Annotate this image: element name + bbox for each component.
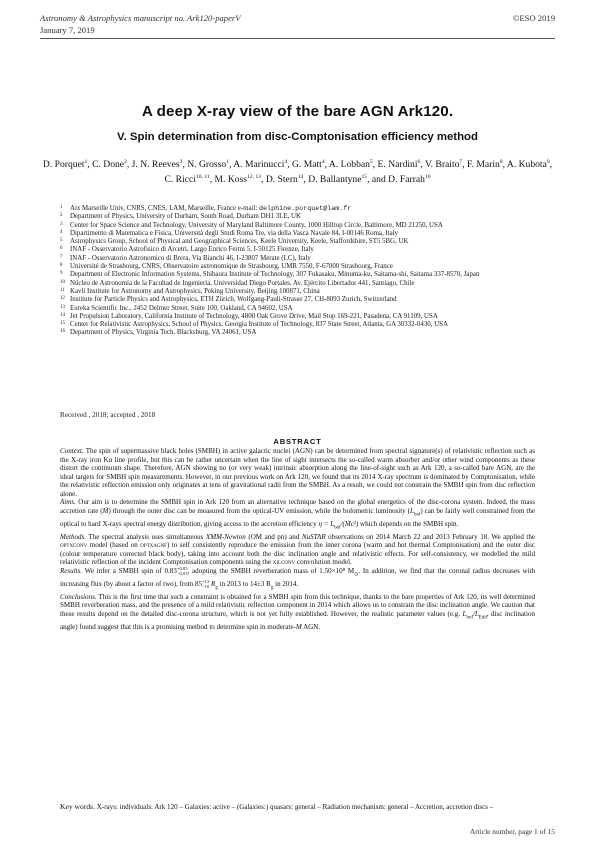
conclusions-lbol: L: [462, 609, 467, 618]
author-affil-ref: 8: [499, 159, 503, 165]
author-name: N. Grosso: [187, 159, 227, 170]
results-rg: R: [209, 579, 216, 588]
author-name: M. Koss: [214, 174, 248, 185]
affiliation-text: Dipartimento di Matematica e Fisica, Università degli Studi Roma Tre, via della Vasca Navale 84, I-00146 Roma, Italy: [70, 229, 399, 237]
author-affil-ref: 6: [417, 159, 421, 165]
author: [467, 159, 503, 170]
author-list: D. Porquet$^1$, C. Done$^2$, J. N. Reeves$^3$, N. Grosso$^1$, A. Marinucci$^4$, G. Matt$^4$, A. Lobban$^5$, E. Nardini$^6$, V. Braito$^7$, F. Marin$^8$, A. Kubota$^9$, C. Ricci$^{10, 11}$, M. Koss$^{12, 13}$, D. Stern$^{14}$, D. Ballantyne$^{15}$, and D. Farrah$^{16}$: [42, 159, 553, 185]
author: [233, 159, 287, 170]
author-name: V. Braito: [424, 159, 460, 170]
aims-text-d: which depends on the SMBH spin.: [358, 519, 459, 528]
abstract-body: [60, 447, 535, 631]
manuscript-date: January 7, 2019: [40, 25, 95, 35]
affiliation-number: 10: [60, 279, 65, 285]
paper-title: A deep X-ray view of the bare AGN Ark120.: [141, 103, 454, 120]
affiliation-number: 11: [60, 287, 65, 293]
affiliation: [60, 255, 555, 263]
conclusions-m: M: [295, 622, 302, 631]
author-affil-ref: 4: [321, 159, 325, 165]
abstract-context: [60, 447, 535, 498]
conclusions-lbol-sub: bol: [466, 615, 473, 621]
results-rg2-sub: g: [270, 585, 274, 591]
affiliation-list: [60, 205, 555, 338]
affiliation: [60, 205, 555, 213]
affiliation: [60, 305, 555, 313]
affiliation: [60, 238, 555, 246]
author-name: D. Porquet: [42, 159, 85, 170]
affiliation: [60, 280, 555, 288]
conclusions-text-c: AGN.: [301, 622, 321, 631]
aims-mdot: Ṁ: [102, 506, 109, 515]
author-name: G. Matt: [291, 159, 322, 170]
header-rule: [40, 38, 555, 39]
author-affil-ref: 14: [297, 174, 304, 180]
author-affil-ref: 15: [361, 174, 368, 180]
affiliation-text: Astrophysics Group, School of Physical and Geographical Sciences, Keele University, Keele, Staffordshire, ST5 5BG, UK: [70, 238, 409, 246]
running-header: [40, 12, 555, 36]
affiliation-text: Jet Propulsion Laboratory, California Institute of Technology, 4800 Oak Grove Drive, Mail Stop 169-221, Pasadena, CA 91109, USA: [70, 312, 438, 320]
methods-nustar: NuSTAR: [301, 532, 326, 541]
author-name: C. Done: [92, 159, 125, 170]
methods-text-a: The spectral analysis uses simultaneous: [86, 532, 206, 541]
affiliation-number: 5: [60, 238, 63, 244]
spin-err-up: +0.05: [176, 566, 188, 572]
aims-label: Aims.: [60, 498, 76, 507]
author-affil-ref: 3: [179, 159, 183, 165]
author: [215, 174, 262, 185]
journal-line: Astronomy & Astrophysics manuscript no. Ark120-paperV: [40, 13, 241, 23]
affiliation-text: Center for Relativistic Astrophysics, School of Physics, Georgia Institute of Technology, 837 State Street, Atlanta, GA 30332-0430, USA: [70, 321, 448, 329]
methods-text-c: observations on 2014 March 22 and 2013 February 18. We applied the: [325, 532, 535, 541]
affiliation-text: Institute for Particle Physics and Astrophysics, ETH Zürich, Wolfgang-Pauli-Strasse 27, CH-8093 Zurich, Switzerland: [70, 296, 397, 304]
author-affil-ref: 10, 11: [195, 174, 210, 180]
email-link[interactable]: delphine.porquet@lam.fr: [259, 205, 352, 213]
keywords: [60, 803, 535, 812]
solar-symbol: ⊙: [354, 572, 359, 578]
affiliation-number: 2: [60, 213, 63, 219]
affiliation: [60, 246, 555, 254]
author: [132, 159, 183, 170]
aims-text-a: Our aim is to determine the SMBH spin in Ark 120 from an alternative technique based on the global energetics of the disc-corona system. Indeed, the mass accretion rate (: [60, 498, 535, 515]
author: [388, 174, 430, 185]
author-name: J. N. Reeves: [131, 159, 180, 170]
author: [92, 159, 127, 170]
methods-text-e: ) to self consistently reproduce the emission from the inner corona (warm and hot thermal Comptonisation) and the outer disc (colour temperature corrected black body), taking into account both the disc inclination angle and relativistic effects. For self-consistency, we modelled the mild relativistic reflection of the incident Comptonisation components using the: [60, 541, 535, 567]
abstract-conclusions: [60, 593, 535, 632]
affiliation-text: Center for Space Science and Technology, University of Maryland Baltimore County, 1000 Hilltop Circle, Baltimore, MD 21250, USA: [70, 221, 443, 229]
affiliation-number: 1: [60, 205, 63, 210]
author: [187, 159, 229, 170]
affiliation-number: 4: [60, 229, 63, 235]
affiliation-text: Department of Electronic Information Systems, Shibaura Institute of Technology, 307 Fukasaku, Minuma-ku, Saitama-shi, Saitama 337-8570, Japan: [70, 271, 480, 279]
affiliation-text: Université de Strasbourg, CNRS, Observatoire astronomique de Strasbourg, UMR 7550, F-67000 Strasbourg, France: [70, 263, 393, 271]
author-name: D. Farrah: [388, 174, 425, 185]
conclusions-text-a: This is the first time that such a constraint is obtained for a SMBH spin from this technique, thanks to the bare properties of Ark 120, its well determined SMBH reverberation mass, and the presence of a mild relativistic reflection component in 2014 which allows us to constrain the disc inclination angle. We caution that these results depend on the detailed disc-corona structure, which is not yet fully established. However, the realistic parameter values (e.g.: [60, 592, 535, 618]
affiliation-text: INAF - Osservatorio Astrofisico di Arcetri, Largo Enrico Fermi 5, I-50125 Firenze, Italy: [70, 246, 314, 254]
abstract-aims: [60, 498, 535, 532]
abstract-results: [60, 567, 535, 593]
affiliation-text: Department of Physics, University of Durham, South Road, Durham DH1 3LE, UK: [70, 213, 301, 221]
methods-text-f: convolution model.: [295, 558, 352, 567]
affiliation: [60, 271, 555, 279]
author-name: A. Kubota: [506, 159, 547, 170]
radius-err-up: +13: [202, 579, 210, 585]
author: [425, 159, 462, 170]
affiliation-number: 13: [60, 304, 65, 310]
affiliation-text: Núcleo de Astronomía de la Facultad de Ingeniería, Universidad Diego Portales, Av. Ejército Libertador 441, Santiago, Chile: [70, 279, 415, 287]
author-name: D. Stern: [265, 174, 298, 185]
affiliation-text: Kavli Institute for Astronomy and Astrophysics, Peking University, Beijing 100871, China: [70, 287, 320, 295]
paper-subtitle: V. Spin determination from disc-Comptonisation efficiency method: [117, 131, 478, 143]
affiliation-number: 12: [60, 296, 65, 302]
methods-xilconv: xilconv: [272, 558, 296, 567]
radius-err-down: −10: [202, 583, 210, 589]
methods-text-d: model (based on: [87, 541, 141, 550]
affiliation: [60, 321, 555, 329]
affiliation-number: 16: [60, 329, 65, 335]
affiliation: [60, 288, 555, 296]
author-name: C. Ricci: [164, 174, 196, 185]
author-affil-ref: 2: [124, 159, 127, 165]
affiliation-number: 6: [60, 246, 63, 252]
conclusions-ledd: /L: [472, 609, 479, 618]
author-name: D. Ballantyne: [308, 174, 362, 185]
results-text-a: We infer a SMBH spin of 0.83: [82, 566, 177, 575]
results-text-b: , adopting the SMBH reverberation mass of 1.50×10⁸ M: [187, 566, 355, 575]
methods-label: Methods.: [60, 532, 87, 541]
author-affil-ref: 12, 13: [247, 174, 262, 180]
context-label: Context.: [60, 447, 84, 455]
conclusions-ledd-sub: Edd: [478, 615, 487, 621]
page-footer: Article number, page 1 of 15: [469, 827, 555, 836]
aims-lbol: L: [410, 506, 414, 515]
copyright: ©ESO 2019: [512, 13, 555, 23]
spin-err-down: −0.03: [176, 570, 188, 576]
results-text-f: in 2014.: [273, 579, 299, 588]
author-name: F. Marin: [467, 159, 500, 170]
author-affil-ref: 5: [369, 159, 373, 165]
received-line: Received , 2018; accepted , 2018: [60, 411, 156, 419]
context-text: The spin of supermassive black holes (SMBH) in active galactic nuclei (AGN) can be determined from spectral signature(s) of relativistic reflection such as the X-ray iron Kα line profile, but this can be rather uncertain when the line of sight intersects the so-called warm absorber and/or other wind components as these distort the continuum shape. Therefore, AGN showing no (or very weak) intrinsic absorption along the line-of-sight such as Ark 120, a so-called bare AGN, are the ideal targets for SMBH spin measurements. However, in our previous work on Ark 120, we found that its 2014 X-ray spectrum is dominated by Comptonisation, while the relativistic reflection emission only originates at tens of gravitational radii from the SMBH. As a result, we could not constrain the SMBH spin from disc reflection alone.: [60, 447, 535, 498]
affiliation-text: Department of Physics, Virginia Tech, Blacksburg, VA 24061, USA: [70, 329, 257, 337]
author-name: A. Marinucci: [233, 159, 285, 170]
author-name: E. Nardini: [377, 159, 418, 170]
author-affil-ref: 9: [546, 159, 550, 165]
methods-xmm: XMM-Newton: [205, 532, 246, 541]
conclusions-label: Conclusions.: [60, 592, 97, 601]
conclusions-text-b: , disc inclination angle) found suggest that this is a promising method to determine spin in moderate-: [60, 609, 535, 631]
affiliation-text: Eureka Scientific Inc., 2452 Delmer Street, Suite 100, Oakland, CA 94602, USA: [70, 304, 293, 312]
methods-optxconv: optxconv: [60, 541, 88, 550]
affiliation-number: 9: [60, 271, 63, 277]
author: [292, 159, 325, 170]
affiliation-number: 14: [60, 312, 65, 318]
author-affil-ref: 4: [284, 159, 288, 165]
aims-eta: η = L: [318, 519, 335, 528]
spin-errors: [177, 567, 188, 576]
results-text-c: . In addition, we find that the coronal radius decreases with increasing flux (by about a factor of two), from 85: [60, 566, 535, 588]
results-text-e: in 2013 to 14±3 R: [217, 579, 271, 588]
affiliation-number: 15: [60, 321, 65, 327]
affiliation-number: 8: [60, 263, 63, 269]
author-affil-ref: 7: [459, 159, 463, 165]
author: [43, 159, 87, 170]
keywords-text: X-rays: individuals: Ark 120 – Galaxies: active – (Galaxies:) quasars: general – Radiation mechanism: general – Accretion, accretion discs –: [95, 803, 494, 811]
author-name: A. Lobban: [328, 159, 370, 170]
aims-text-b: ) through the outer disc can be measured from the optical-UV emission, while the bolometric luminosity (: [108, 506, 411, 515]
affiliation: [60, 296, 555, 304]
affiliation-text: Aix Marseille Univ, CNRS, CNES, LAM, Marseille, France e-mail:: [70, 205, 260, 212]
aims-eta-sub: bol: [334, 525, 341, 531]
results-rg-sub: g: [215, 585, 218, 591]
keywords-label: Key words.: [60, 802, 96, 811]
affiliation-text: INAF - Osservatorio Astronomico di Brera, Via Bianchi 46, I-23807 Merate (LC), Italy: [70, 254, 311, 262]
aims-eta-b: /(Ṁc²): [340, 519, 359, 528]
affiliation-number: 3: [60, 221, 63, 227]
author: [329, 159, 373, 170]
results-label: Results.: [60, 566, 83, 575]
author: [507, 159, 550, 170]
affiliation: [60, 222, 555, 230]
author: [266, 174, 304, 185]
affiliation: [60, 230, 555, 238]
affiliation-number: 7: [60, 254, 63, 260]
methods-text-b: (OM and pn) and: [245, 532, 302, 541]
author-affil-ref: 1: [84, 159, 88, 165]
aims-text-c: ) can be fairly well constrained from the optical to hard X-rays spectral energy distribution, giving access to the accretion efficiency: [60, 506, 536, 528]
aims-lbol-sub: bol: [413, 512, 421, 518]
author: [164, 174, 209, 185]
methods-optxagnf: optxagnf: [140, 541, 167, 550]
affiliation: [60, 329, 555, 337]
abstract-heading: ABSTRACT: [273, 437, 322, 446]
author: [378, 159, 421, 170]
affiliation: [60, 263, 555, 271]
author-affil-ref: 1: [226, 159, 229, 165]
author: [308, 174, 367, 185]
affiliation: [60, 313, 555, 321]
affiliation: [60, 213, 555, 221]
abstract-methods: [60, 533, 535, 567]
author-affil-ref: 16: [424, 174, 431, 180]
